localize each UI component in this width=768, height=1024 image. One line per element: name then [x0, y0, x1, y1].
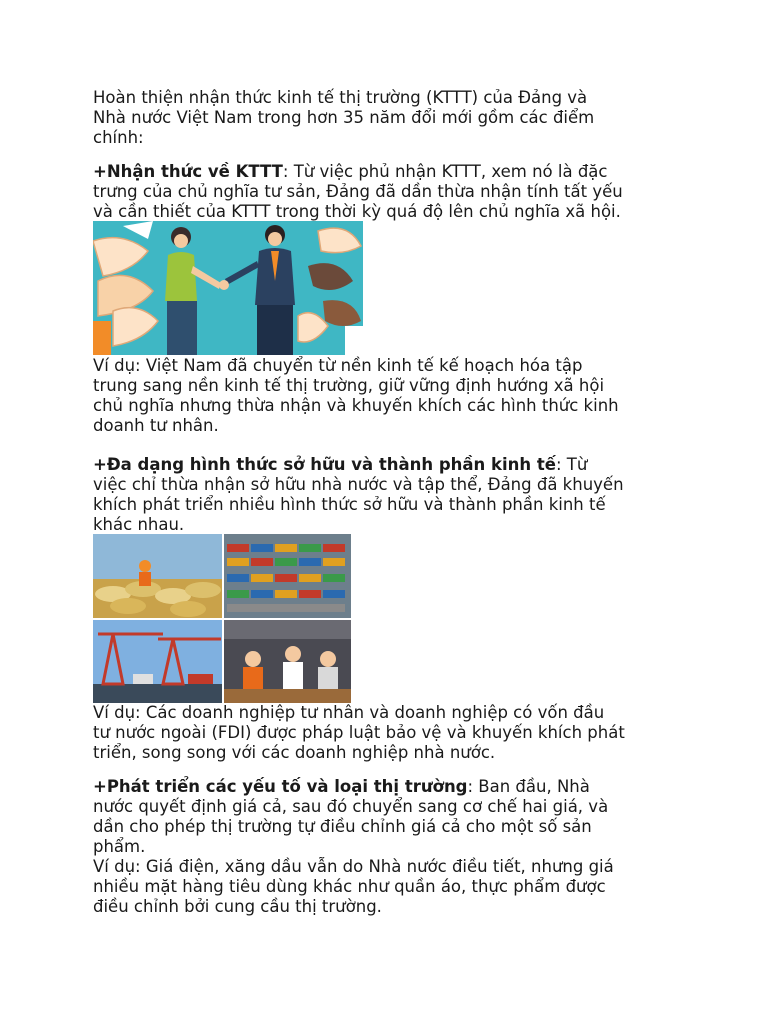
- section-2-heading: +Đa dạng hình thức sở hữu và thành phần kinh tế: [93, 455, 556, 474]
- example-3-line-2: nhiều mặt hàng tiêu dùng khác như quần áo, thực phẩm được: [93, 877, 606, 896]
- section-2-line-1: : Từ: [555, 455, 588, 474]
- section-3-line-1: : Ban đầu, Nhà: [467, 777, 590, 796]
- section-2-line-2: việc chỉ thừa nhận sở hữu nhà nước và tập thể, Đảng đã khuyến: [93, 475, 624, 494]
- example-1-line-3: chủ nghĩa nhưng thừa nhận và khuyến khích các hình thức kinh: [93, 396, 619, 415]
- intro-paragraph: [93, 88, 693, 148]
- handshake-illustration: [93, 221, 363, 355]
- section-1-paragraph: [93, 162, 693, 222]
- section-1-line-1: : Từ việc phủ nhận KTTT, xem nó là đặc: [282, 162, 608, 181]
- intro-line-3: chính:: [93, 128, 144, 147]
- section-1-example: [93, 356, 693, 436]
- section-2-paragraph: [93, 455, 693, 535]
- example-1-line-1: Ví dụ: Việt Nam đã chuyển từ nền kinh tế kế hoạch hóa tập: [93, 356, 583, 375]
- example-2-line-3: triển, song song với các doanh nghiệp nhà nước.: [93, 743, 496, 762]
- example-3-line-1: Ví dụ: Giá điện, xăng dầu vẫn do Nhà nước điều tiết, nhưng giá: [93, 857, 614, 876]
- section-2-example: [93, 703, 693, 763]
- example-2-line-1: Ví dụ: Các doanh nghiệp tư nhân và doanh nghiệp có vốn đầu: [93, 703, 605, 722]
- section-2-line-4: khác nhau.: [93, 515, 185, 534]
- section-1-line-3: và cần thiết của KTTT trong thời kỳ quá độ lên chủ nghĩa xã hội.: [93, 202, 621, 221]
- section-3-line-2: nước quyết định giá cả, sau đó chuyển sang cơ chế hai giá, và: [93, 797, 609, 816]
- example-2-line-2: tư nước ngoài (FDI) được pháp luật bảo vệ và khuyến khích phát: [93, 723, 625, 742]
- economy-collage-photo: [93, 534, 351, 703]
- section-1-heading: +Nhận thức về KTTT: [93, 162, 283, 181]
- example-3-line-3: điều chỉnh bởi cung cầu thị trường.: [93, 897, 382, 916]
- section-3-paragraph: [93, 777, 693, 917]
- section-3-heading: +Phát triển các yếu tố và loại thị trường: [93, 777, 468, 796]
- example-1-line-4: doanh tư nhân.: [93, 416, 219, 435]
- example-1-line-2: trung sang nền kinh tế thị trường, giữ vững định hướng xã hội: [93, 376, 605, 395]
- intro-line-2: Nhà nước Việt Nam trong hơn 35 năm đổi mới gồm các điểm: [93, 108, 595, 127]
- intro-line-1: Hoàn thiện nhận thức kinh tế thị trường (KTTT) của Đảng và: [93, 88, 588, 107]
- section-3-line-3: dần cho phép thị trường tự điều chỉnh giá cả cho một số sản: [93, 817, 592, 836]
- section-1-line-2: trưng của chủ nghĩa tư sản, Đảng đã dần thừa nhận tính tất yếu: [93, 182, 623, 201]
- section-2-line-3: khích phát triển nhiều hình thức sở hữu và thành phần kinh tế: [93, 495, 606, 514]
- section-3-line-4: phẩm.: [93, 837, 146, 856]
